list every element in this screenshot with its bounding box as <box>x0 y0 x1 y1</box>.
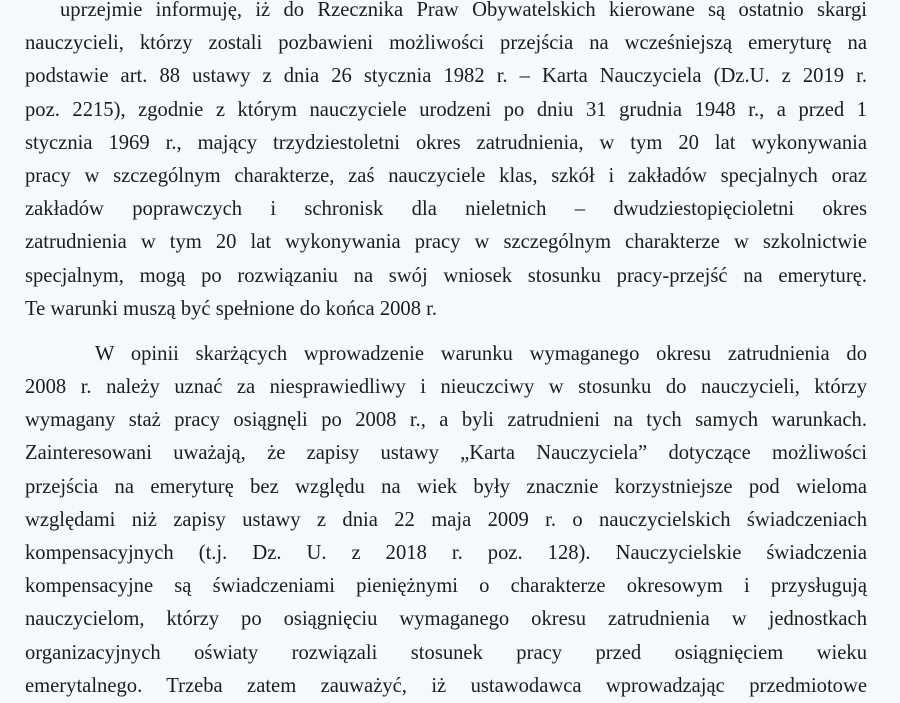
text-line: pracy w szczególnym charakterze, zaś nauczyciele klas, szkół i zakładów specjalnych oraz <box>25 164 867 187</box>
text-line: zakładów poprawczych i schronisk dla nieletnich – dwudziestopięcioletni okres <box>25 198 867 221</box>
text-line: organizacyjnych oświaty rozwiązali stosunek pracy przed osiągnięciem wieku <box>25 641 867 664</box>
text-line: poz. 2215), zgodnie z którym nauczyciele urodzeni po dniu 31 grudnia 1948 r., a przed 1 <box>25 98 867 121</box>
text-line: uprzejmie informuję, iż do Rzecznika Praw Obywatelskich kierowane są ostatnio skargi <box>60 0 867 21</box>
text-line: nauczycielom, którzy po osiągnięciu wymaganego okresu zatrudnienia w jednostkach <box>25 608 867 631</box>
text-line: Te warunki muszą być spełnione do końca 2008 r. <box>25 297 438 320</box>
text-line: specjalnym, mogą po rozwiązaniu na swój wniosek stosunku pracy-przejść na emeryturę. <box>25 264 867 287</box>
text-line: względami niż zapisy ustawy z dnia 22 maja 2009 r. o nauczycielskich świadczeniach <box>25 508 867 531</box>
text-line: kompensacyjnych (t.j. Dz. U. z 2018 r. poz. 128). Nauczycielskie świadczenia <box>25 542 867 564</box>
text-line: kompensacyjne są świadczeniami pieniężnymi o charakterze okresowym i przysługują <box>25 575 867 598</box>
paragraph-spacer <box>25 326 867 338</box>
text-line: 2008 r. należy uznać za niesprawiedliwy i nieuczciwy w stosunku do nauczycieli, którzy <box>25 376 867 399</box>
text-line: stycznia 1969 r., mający trzydziestoletni okres zatrudnienia, w tym 20 lat wykonywania <box>25 131 867 154</box>
text-line: Zainteresowani uważają, że zapisy ustawy „Karta Nauczyciela” dotyczące możliwości <box>25 442 867 465</box>
text-line: nauczycieli, którzy zostali pozbawieni możliwości przejścia na wcześniejszą emeryturę na <box>25 32 867 55</box>
scanned-letter-page <box>25 0 867 703</box>
text-line: zatrudnienia w tym 20 lat wykonywania pracy w szczególnym charakterze w szkolnictwie <box>25 231 867 254</box>
text-line: podstawie art. 88 ustawy z dnia 26 stycznia 1982 r. – Karta Nauczyciela (Dz.U. z 2019 r. <box>25 65 867 88</box>
text-line: emerytalnego. Trzeba zatem zauważyć, iż ustawodawca wprowadzając przedmiotowe <box>25 674 867 697</box>
paragraph-complaints-intro <box>25 0 867 326</box>
text-line: W opinii skarżących wprowadzenie warunku wymaganego okresu zatrudnienia do <box>95 342 867 365</box>
text-line: przejścia na emeryturę bez względu na wiek były znacznie korzystniejsze pod wieloma <box>25 475 867 498</box>
text-line: wymagany staż pracy osiągnęli po 2008 r., a byli zatrudnieni na tych samych warunkach. <box>25 409 867 432</box>
paragraph-complainants-opinion <box>25 338 867 703</box>
